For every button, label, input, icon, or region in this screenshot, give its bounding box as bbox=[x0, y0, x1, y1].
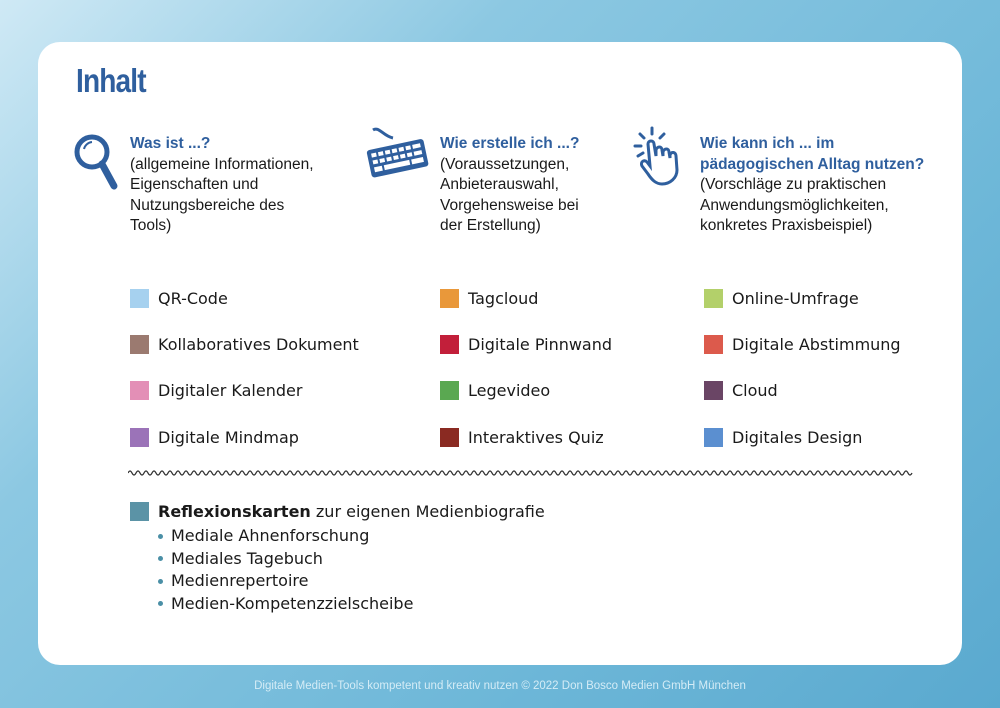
tool-item bbox=[130, 427, 299, 447]
section-line: der Erstellung) bbox=[440, 217, 541, 234]
section-line: Tools) bbox=[130, 217, 172, 234]
section-line: Nutzungsbereiche des bbox=[130, 196, 285, 214]
tool-label: Digitale Pinnwand bbox=[468, 334, 613, 354]
bullet-icon bbox=[158, 556, 163, 561]
tool-label: Legevideo bbox=[468, 380, 551, 400]
color-swatch bbox=[130, 428, 149, 447]
reflexion-rest: zur eigenen Medienbiografie bbox=[310, 502, 545, 521]
list-item bbox=[158, 548, 545, 571]
color-swatch bbox=[130, 381, 149, 400]
bullet-icon bbox=[158, 534, 163, 539]
color-swatch bbox=[130, 335, 149, 354]
section-heading: Wie kann ich ... im bbox=[700, 135, 835, 152]
section-heading: Was ist ...? bbox=[130, 135, 211, 152]
tool-label: Digitale Mindmap bbox=[158, 427, 299, 447]
color-swatch bbox=[130, 289, 149, 308]
color-swatch bbox=[704, 289, 723, 308]
keyboard-icon bbox=[365, 126, 433, 182]
tool-label: Online-Umfrage bbox=[732, 288, 859, 308]
tool-item bbox=[704, 334, 901, 354]
tool-label: QR-Code bbox=[158, 288, 228, 308]
list-item bbox=[158, 525, 545, 548]
section-what-is bbox=[130, 134, 314, 237]
tool-item bbox=[704, 288, 859, 308]
color-swatch bbox=[704, 335, 723, 354]
section-heading: Wie erstelle ich ...? bbox=[440, 135, 580, 152]
section-line: (allgemeine Informationen, bbox=[130, 155, 314, 173]
bullet-icon bbox=[158, 579, 163, 584]
tool-item bbox=[440, 427, 604, 447]
bullet-icon bbox=[158, 601, 163, 606]
tool-label: Digitale Abstimmung bbox=[732, 334, 901, 354]
section-line: Vorgehensweise bei bbox=[440, 196, 579, 214]
tool-item bbox=[130, 334, 359, 354]
list-item-label: Mediales Tagebuch bbox=[171, 548, 323, 568]
section-line: Eigenschaften und bbox=[130, 176, 259, 193]
section-line: (Voraussetzungen, bbox=[440, 155, 570, 173]
color-swatch bbox=[440, 428, 459, 447]
tool-item bbox=[440, 380, 550, 400]
list-item-label: Medien-Kompetenzzielscheibe bbox=[171, 593, 414, 613]
tool-label: Kollaboratives Dokument bbox=[158, 334, 359, 354]
footer: Digitale Medien-Tools kompetent und kreativ nutzen © 2022 Don Bosco Medien GmbH München bbox=[254, 680, 746, 692]
section-line: konkretes Praxisbeispiel) bbox=[700, 217, 873, 234]
reflexion-title bbox=[158, 502, 545, 521]
pointing-hand-icon bbox=[632, 126, 694, 188]
section-line: (Vorschläge zu praktischen bbox=[700, 176, 887, 193]
section-how-use bbox=[700, 134, 924, 237]
magnifier-icon bbox=[72, 132, 122, 194]
tool-item bbox=[440, 334, 612, 354]
tool-item bbox=[130, 288, 228, 308]
tool-item bbox=[704, 380, 778, 400]
tool-item bbox=[704, 427, 862, 447]
tool-item bbox=[130, 380, 302, 400]
reflexion-section bbox=[130, 502, 545, 615]
color-swatch bbox=[440, 381, 459, 400]
tool-label: Digitales Design bbox=[732, 427, 863, 447]
tool-label: Cloud bbox=[732, 380, 778, 400]
list-item-label: Mediale Ahnenforschung bbox=[171, 526, 370, 545]
color-swatch bbox=[440, 289, 459, 308]
color-swatch bbox=[704, 381, 723, 400]
page-title: Inhalt bbox=[76, 62, 146, 99]
tool-item bbox=[440, 288, 538, 308]
color-swatch bbox=[130, 502, 149, 521]
tool-label: Interaktives Quiz bbox=[468, 427, 604, 447]
section-line: Anwendungsmöglichkeiten, bbox=[700, 196, 889, 214]
reflexion-bold: Reflexionskarten bbox=[158, 502, 311, 521]
list-item-label: Medienrepertoire bbox=[171, 571, 309, 590]
list-item bbox=[158, 593, 545, 616]
color-swatch bbox=[440, 335, 459, 354]
section-how-create bbox=[440, 134, 579, 237]
tool-label: Digitaler Kalender bbox=[158, 380, 303, 400]
section-heading: pädagogischen Alltag nutzen? bbox=[700, 155, 925, 173]
list-item bbox=[158, 570, 545, 593]
color-swatch bbox=[704, 428, 723, 447]
wavy-divider bbox=[128, 466, 914, 480]
section-line: Anbieterauswahl, bbox=[440, 176, 559, 193]
tool-label: Tagcloud bbox=[468, 288, 539, 308]
